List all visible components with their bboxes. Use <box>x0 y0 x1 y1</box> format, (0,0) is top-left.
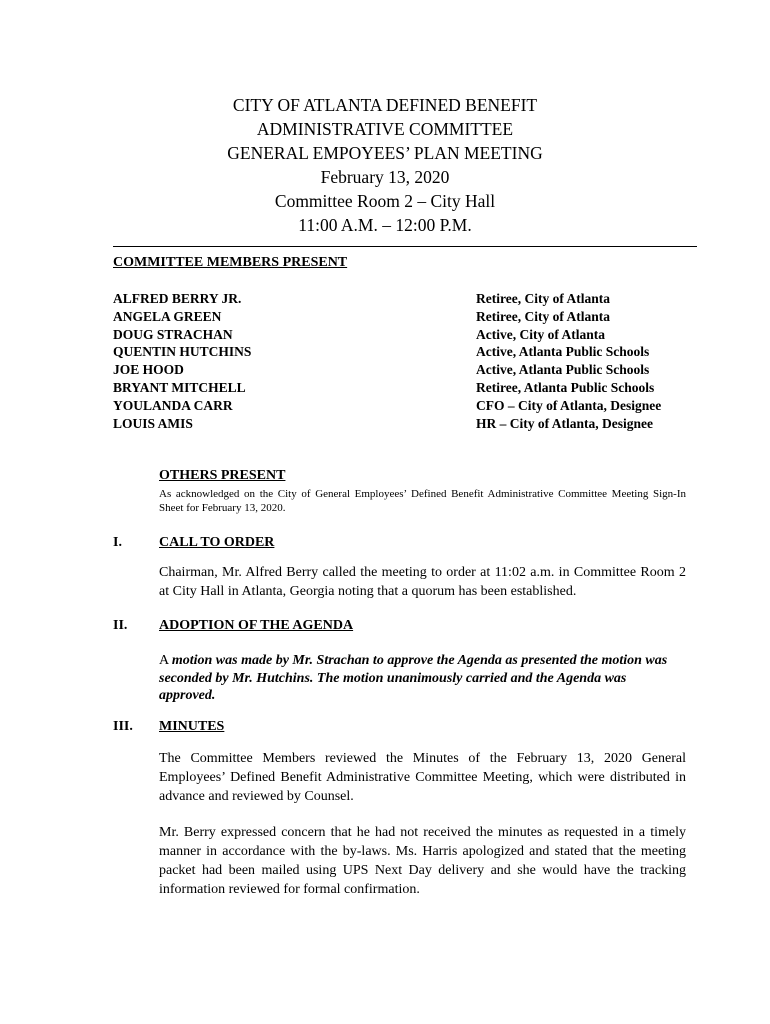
member-name: LOUIS AMIS <box>113 415 193 431</box>
section-title: ADOPTION OF THE AGENDA <box>159 618 354 633</box>
member-name: DOUG STRACHAN <box>113 326 233 342</box>
others-present-text: As acknowledged on the City of General Employees’ Defined Benefit Administrative Committee Meeting Sign-In Sheet for February 13, 2020. <box>159 488 686 514</box>
section-title: CALL TO ORDER <box>159 535 275 550</box>
section-number: I. <box>113 535 122 550</box>
member-role: HR – City of Atlanta, Designee <box>476 415 653 431</box>
header-line: ADMINISTRATIVE COMMITTEE <box>256 119 514 139</box>
meeting-date: February 13, 2020 <box>320 167 450 187</box>
member-name: JOE HOOD <box>113 362 184 378</box>
member-roles <box>476 290 661 432</box>
minutes-paragraph-2: Mr. Berry expressed concern that he had not received the minutes as requested in a timely manner in accordance with the by-laws. Ms. Harris apologized and stated that the meeting packet had been mailed using UPS Next Day delivery and she would have the tracking information reviewed for formal confirmation. <box>159 825 686 897</box>
section-number: II. <box>113 618 128 633</box>
motion-prefix: A <box>159 653 172 668</box>
header-line: GENERAL EMPOYEES’ PLAN MEETING <box>227 143 543 163</box>
motion-text <box>159 652 686 705</box>
member-role: Retiree, Atlanta Public Schools <box>476 379 655 395</box>
member-name: ALFRED BERRY JR. <box>113 291 242 306</box>
member-name: YOULANDA CARR <box>113 397 233 413</box>
member-role: Active, Atlanta Public Schools <box>476 344 650 360</box>
member-role: CFO – City of Atlanta, Designee <box>476 397 662 413</box>
member-role: Retiree, City of Atlanta <box>476 291 610 306</box>
section-number: III. <box>113 719 133 734</box>
member-role: Retiree, City of Atlanta <box>476 308 610 324</box>
member-name: ANGELA GREEN <box>113 308 222 324</box>
meeting-time: 11:00 A.M. – 12:00 P.M. <box>298 215 472 235</box>
member-names <box>113 290 251 432</box>
section-text: Chairman, Mr. Alfred Berry called the meeting to order at 11:02 a.m. in Committee Room 2 at City Hall in Atlanta, Georgia noting that a quorum has been established. <box>159 565 686 599</box>
member-name: QUENTIN HUTCHINS <box>113 344 252 360</box>
section-title: MINUTES <box>159 719 225 734</box>
motion-emphasis: motion was made by Mr. Strachan to approve the Agenda as presented the motion was seconded by Mr. Hutchins. The motion unanimously carried and the Agenda was approved. <box>159 653 668 703</box>
member-role: Active, City of Atlanta <box>476 326 605 342</box>
header-line: CITY OF ATLANTA DEFINED BENEFIT <box>232 95 538 115</box>
member-name: BRYANT MITCHELL <box>113 379 246 395</box>
meeting-location: Committee Room 2 – City Hall <box>274 191 496 211</box>
member-role: Active, Atlanta Public Schools <box>476 362 650 378</box>
members-present-title: COMMITTEE MEMBERS PRESENT <box>113 255 348 270</box>
document-header <box>0 93 770 237</box>
header-divider <box>113 246 697 247</box>
others-present-title: OTHERS PRESENT <box>159 468 286 483</box>
minutes-paragraph-1: The Committee Members reviewed the Minutes of the February 13, 2020 General Employees’ Defined Benefit Administrative Committee Meeting, which were distributed in advance and reviewed by Counsel. <box>159 751 686 804</box>
